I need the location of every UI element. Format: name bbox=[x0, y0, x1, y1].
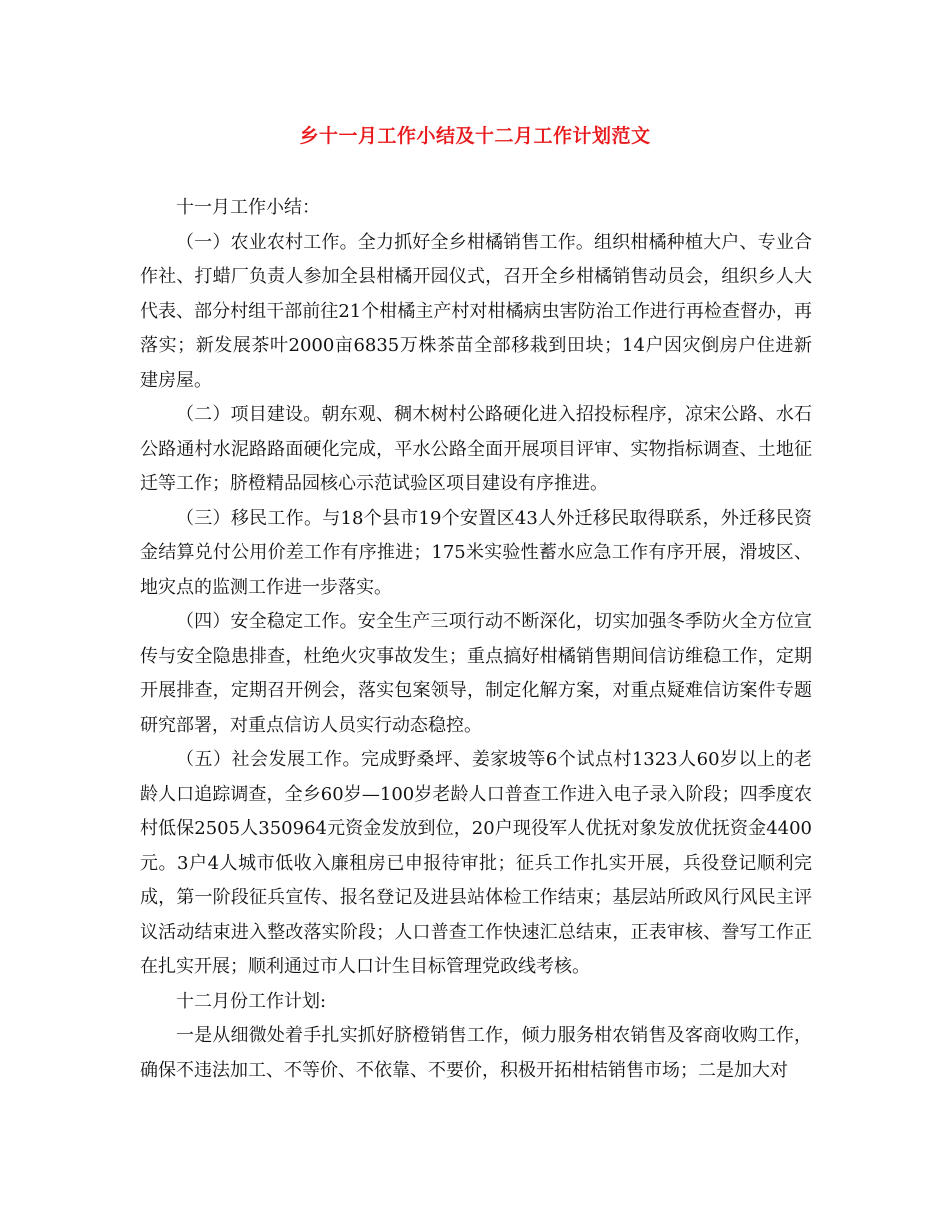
paragraph-december-plan-heading: 十二月份工作计划: bbox=[176, 990, 327, 1012]
document-title: 乡十一月工作小结及十二月工作计划范文 bbox=[299, 125, 651, 147]
paragraph-migration: （三）移民工作。与18个县市19个安置区43人外迁移民取得联系，外迁移民资金结算兑付公用价差工作有序推进；175米实验性蓄水应急工作有序开展，滑坡区、地灾点的监测工作进一步落实。 bbox=[140, 507, 812, 598]
paragraph-social-development: （五）社会发展工作。完成野桑坪、姜家坡等6个试点村1323人60岁以上的老龄人口追踪调查，全乡60岁—100岁老龄人口普查工作进入电子录入阶段；四季度农村低保2505人350964元资金发放到位，20户现役军人优抚对象发放优抚资金4400元。3户4人城市低收入廉租房已申报待审批；征兵工作扎实开展，兵役登记顺利完成，第一阶段征兵宣传、报名登记及进县站体检工作结束；基层站所政风行风民主评议活动结束进入整改落实阶段；人口普查工作快速汇总结束，正表审核、誊写工作正在扎实开展；顺利通过市人口计生目标管理党政线考核。 bbox=[140, 749, 812, 977]
paragraph-projects: （二）项目建设。朝东观、稠木树村公路硬化进入招投标程序，凉宋公路、水石公路通村水泥路路面硬化完成，平水公路全面开展项目评审、实物指标调查、土地征迁等工作；脐橙精品园核心示范试验区项目建设有序推进。 bbox=[140, 404, 812, 494]
paragraph-safety: （四）安全稳定工作。安全生产三项行动不断深化，切实加强冬季防火全方位宣传与安全隐患排查，杜绝火灾事故发生；重点搞好柑橘销售期间信访维稳工作，定期开展排查，定期召开例会，落实包案领导，制定化解方案，对重点疑难信访案件专题研究部署，对重点信访人员实行动态稳控。 bbox=[140, 611, 812, 736]
paragraph-november-summary-heading: 十一月工作小结： bbox=[176, 197, 320, 218]
paragraph-december-plan: 一是从细微处着手扎实抓好脐橙销售工作，倾力服务柑农销售及客商收购工作，确保不违法加工、不等价、不依靠、不要价，积极开拓柑桔销售市场；二是加大对 bbox=[140, 1025, 812, 1081]
document-body bbox=[140, 191, 812, 1088]
paragraph-agriculture: （一）农业农村工作。全力抓好全乡柑橘销售工作。组织柑橘种植大户、专业合作社、打蜡厂负责人参加全县柑橘开园仪式，召开全乡柑橘销售动员会，组织乡人大代表、部分村组干部前往21个柑橘主产村对柑橘病虫害防治工作进行再检查督办，再落实；新发展茶叶2000亩6835万株茶苗全部移栽到田块；14户因灾倒房户住进新建房屋。 bbox=[140, 231, 812, 391]
